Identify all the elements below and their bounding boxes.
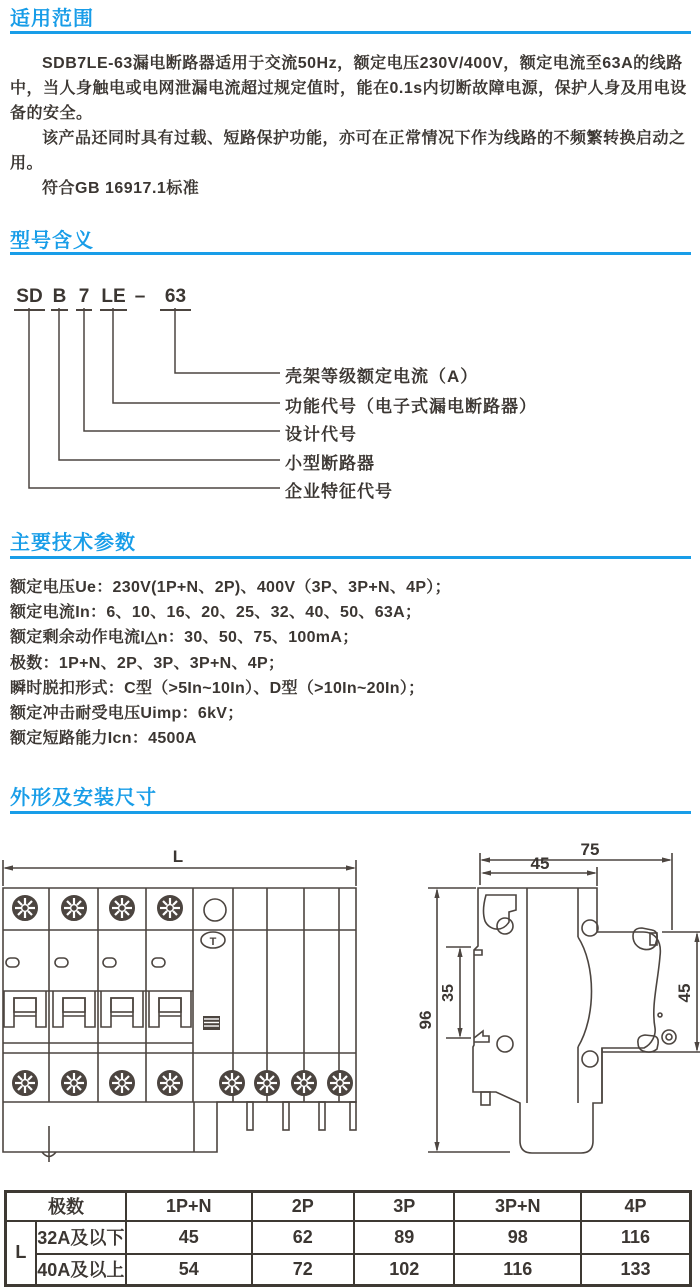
table-header-3p: 3P	[354, 1192, 454, 1221]
model-label-frame: 壳架等级额定电流（A）	[285, 367, 479, 386]
table-header-poles: 极数	[6, 1192, 127, 1221]
connector-company	[29, 308, 280, 488]
table-cell: 116	[454, 1254, 581, 1286]
model-code-type: B	[51, 286, 68, 311]
connector-frame	[175, 308, 280, 373]
model-code-company: SD	[14, 286, 45, 311]
model-label-function: 功能代号（电子式漏电断路器）	[285, 397, 537, 416]
table-cell: 45	[126, 1221, 252, 1254]
scope-paragraphs	[10, 51, 694, 201]
dim-label-35: 35	[440, 984, 457, 1002]
spec-list	[10, 575, 694, 751]
table-cell: 54	[126, 1254, 252, 1286]
dim-label-45-top: 45	[530, 854, 550, 873]
model-code-dash: –	[134, 286, 146, 307]
table-row-40a	[6, 1254, 691, 1286]
spec-line-breaking: 额定短路能力Icn：4500A	[10, 730, 197, 748]
table-rowlabel-40a: 40A及以上	[36, 1254, 126, 1286]
table-rowgroup-L: L	[6, 1221, 36, 1286]
section-rule-specs	[10, 556, 691, 559]
side-view-drawing	[428, 853, 700, 1153]
table-row-32a	[6, 1221, 691, 1254]
table-cell: 62	[252, 1221, 354, 1254]
dim-label-L: L	[172, 847, 184, 866]
section-title-dimensions: 外形及安装尺寸	[10, 787, 157, 809]
spec-line-impulse: 额定冲击耐受电压Uimp：6kV；	[10, 705, 244, 723]
section-title-specs: 主要技术参数	[10, 532, 136, 554]
spec-line-voltage: 额定电压Ue：230V(1P+N、2P)、400V（3P、3P+N、4P）；	[10, 579, 451, 596]
table-header-2p: 2P	[252, 1192, 354, 1221]
table-cell: 89	[354, 1221, 454, 1254]
connector-function	[113, 308, 280, 403]
dim-label-75: 75	[580, 840, 600, 859]
spec-line-residual: 额定剩余动作电流I△n：30、50、75、100mA；	[10, 629, 359, 647]
table-header-4p: 4P	[581, 1192, 691, 1221]
scope-paragraph-1: SDB7LE-63漏电断路器适用于交流50Hz，额定电压230V/400V，额定电流至63A的线路中，当人身触电或电网泄漏电流超过规定值时，能在0.1s内切断故障电源，保护人身及用电设备的安全。	[10, 55, 687, 122]
section-rule-model	[10, 252, 691, 255]
model-label-design: 设计代号	[285, 425, 357, 444]
spec-line-poles: 极数：1P+N、2P、3P、3P+N、4P；	[10, 654, 285, 672]
model-code-function: LE	[100, 286, 127, 311]
vent-grille	[203, 1016, 220, 1030]
table-cell: 102	[354, 1254, 454, 1286]
test-button	[204, 899, 226, 921]
spec-line-current: 额定电流In：6、10、16、20、25、32、40、50、63A；	[10, 604, 422, 622]
front-view-screws	[13, 896, 353, 1096]
dim-label-96: 96	[416, 1010, 435, 1030]
table-cell: 98	[454, 1221, 581, 1254]
dim-label-45-right: 45	[675, 983, 694, 1003]
section-title-scope: 适用范围	[10, 8, 94, 30]
connector-type	[59, 308, 280, 460]
section-rule-dimensions	[10, 811, 691, 814]
table-cell: 133	[581, 1254, 691, 1286]
model-code-frame: 63	[160, 286, 191, 311]
dimension-table	[4, 1190, 692, 1287]
table-header-row	[6, 1192, 691, 1221]
section-title-model: 型号含义	[10, 230, 94, 252]
scope-paragraph-2: 该产品还同时具有过载、短路保护功能，亦可在正常情况下作为线路的不频繁转换启动之用。	[10, 130, 686, 172]
test-button-label: T	[209, 936, 217, 948]
table-rowlabel-32a: 32A及以下	[36, 1221, 126, 1254]
table-cell: 116	[581, 1221, 691, 1254]
spec-line-trip: 瞬时脱扣形式：C型（>5In~10In）、D型（>10In~20In）；	[10, 679, 425, 697]
table-header-1pn: 1P+N	[126, 1192, 252, 1221]
table-cell: 72	[252, 1254, 354, 1286]
model-label-company: 企业特征代号	[285, 482, 393, 501]
table-header-3pn: 3P+N	[454, 1192, 581, 1221]
scope-paragraph-3: 符合GB 16917.1标准	[42, 180, 200, 197]
model-code-design: 7	[76, 286, 92, 311]
model-label-type: 小型断路器	[285, 454, 375, 473]
section-rule-scope	[10, 31, 691, 34]
dimension-drawings	[0, 840, 700, 1185]
